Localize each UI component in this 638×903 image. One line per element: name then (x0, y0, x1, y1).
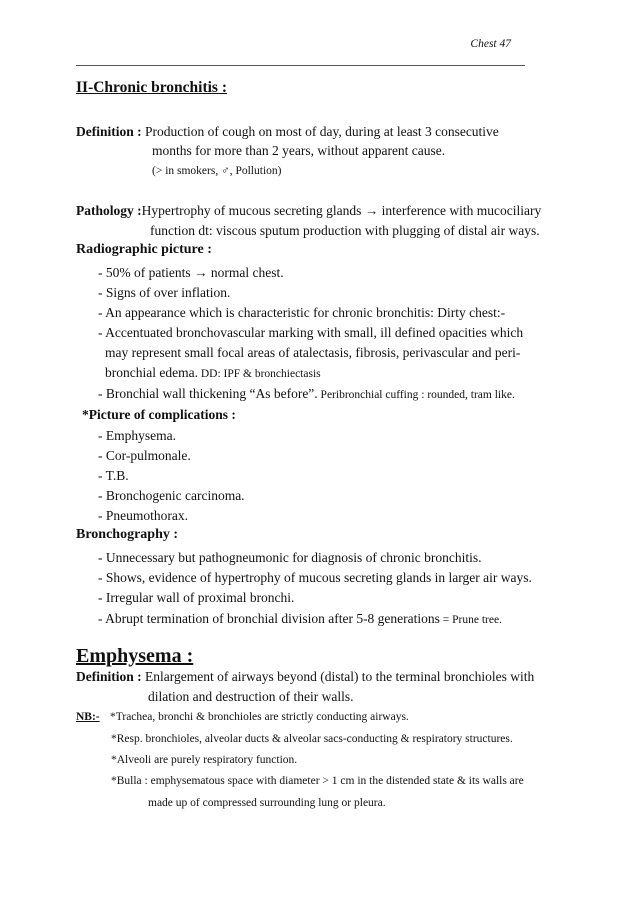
bronchography-last-text: - Abrupt termination of bronchial division after 5-8 generations (98, 611, 440, 626)
bronchography-item-4 (98, 611, 502, 627)
nb-bulla-1: *Bulla : emphysematous space with diameter > 1 cm in the distended state & its walls are (111, 775, 524, 787)
radiographic-label: Radiographic picture : (76, 242, 212, 257)
radiographic-item-4: - Accentuated bronchovascular marking with small, ill defined opacities which (98, 325, 524, 340)
definition-label: Definition : (76, 124, 142, 139)
complications-label: *Picture of complications : (82, 407, 236, 422)
complication-item-1: - Emphysema. (98, 428, 176, 443)
pathology-label: Pathology : (76, 203, 142, 218)
radiographic-item-2: - Signs of over inflation. (98, 285, 231, 300)
complication-item-3: - T.B. (98, 468, 129, 483)
definition-note: (> in smokers, ♂, Pollution) (152, 165, 282, 177)
radiographic-item-5: may represent small focal areas of atalectasis, fibrosis, perivascular and peri- (105, 345, 521, 360)
edema-text: bronchial edema. (105, 365, 198, 380)
pathology-text-2: function dt: viscous sputum production with plugging of distal air ways. (150, 223, 540, 238)
pathology-text-1: Hypertrophy of mucous secreting glands → interference with mucociliary (141, 203, 542, 218)
emphysema-definition-text-2: dilation and destruction of their walls. (148, 689, 354, 704)
complication-item-2: - Cor-pulmonale. (98, 448, 191, 463)
bronchography-label: Bronchography : (76, 527, 179, 542)
wall-text: - Bronchial wall thickening “As before”. (98, 386, 318, 401)
pathology-line-1 (76, 203, 541, 219)
bronchography-item-1: - Unnecessary but pathogneumonic for diagnosis of chronic bronchitis. (98, 550, 482, 565)
emphysema-definition-line-1 (76, 669, 534, 685)
complication-item-4: - Bronchogenic carcinoma. (98, 488, 245, 503)
bronchography-item-3: - Irregular wall of proximal bronchi. (98, 590, 295, 605)
wall-note: Peribronchial cuffing : rounded, tram like. (317, 389, 515, 401)
radiographic-item-1: - 50% of patients → normal chest. (98, 265, 284, 280)
definition-line-1 (76, 124, 499, 140)
definition-text-1: Production of cough on most of day, during at least 3 consecutive (145, 124, 499, 139)
complication-item-5: - Pneumothorax. (98, 508, 188, 523)
radiographic-wall (98, 386, 515, 402)
edema-note: DD: IPF & bronchiectasis (197, 368, 321, 380)
nb-item-2: *Resp. bronchioles, alveolar ducts & alveolar sacs-conducting & respiratory structures. (111, 733, 513, 745)
section-title-emphysema: Emphysema : (76, 645, 194, 667)
radiographic-item-3: - An appearance which is characteristic for chronic bronchitis: Dirty chest:- (98, 305, 506, 320)
nb-item-3: *Alveoli are purely respiratory function. (111, 754, 298, 766)
radiographic-edema (105, 365, 321, 381)
header-rule (76, 65, 525, 66)
bronchography-item-2: - Shows, evidence of hypertrophy of mucous secreting glands in larger air ways. (98, 570, 532, 585)
nb-bulla-2: made up of compressed surrounding lung or pleura. (148, 797, 386, 809)
emphysema-definition-text-1: Enlargement of airways beyond (distal) to the terminal bronchioles with (141, 669, 535, 684)
bronchography-last-note: = Prune tree. (439, 614, 502, 626)
nb-item-1: *Trachea, bronchi & bronchioles are strictly conducting airways. (110, 711, 409, 723)
page-label: Chest 47 (470, 38, 511, 50)
nb-label: NB:- (76, 711, 100, 723)
section-title-chronic-bronchitis: II-Chronic bronchitis : (76, 79, 228, 96)
definition-text-2: months for more than 2 years, without apparent cause. (152, 143, 446, 158)
emphysema-definition-label: Definition : (76, 669, 142, 684)
